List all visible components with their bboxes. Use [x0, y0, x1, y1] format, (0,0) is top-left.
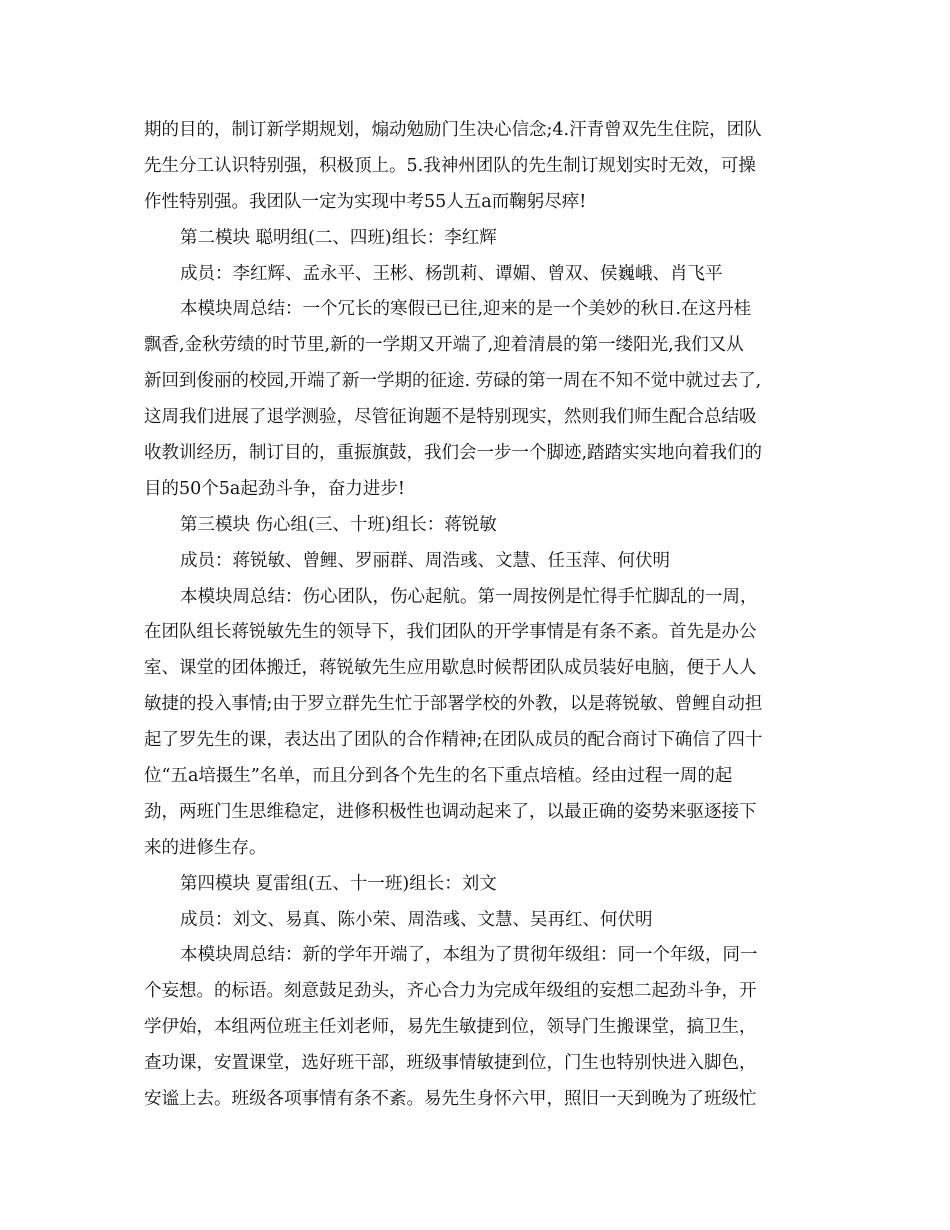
text-line: 本模块周总结：伤心团队，伤心起航。第一周按例是忙得手忙脚乱的一周，: [180, 586, 758, 607]
text-line: 来的进修生存。: [144, 837, 267, 858]
text-line: 敏捷的投入事情;由于罗立群先生忙于部署学校的外教，以是蒋锐敏、曾鲤自动担: [144, 694, 763, 715]
text-line: 期的目的，制订新学期规划，煽动勉励门生决心信念;4.汗青曾双先生住院，团队: [144, 120, 762, 140]
text-line: 位“五a培摄生”名单，而且分到各个先生的名下重点培植。经由过程一周的起: [144, 766, 733, 787]
text-line: 起了罗先生的课，表达出了团队的合作精神;在团队成员的配合商讨下确信了四十: [144, 730, 763, 751]
text-line: 收教训经历，制订目的，重振旗鼓，我们会一步一个脚迹,踏踏实实地向着我们的: [144, 443, 763, 464]
text-line: 作性特别强。我团队一定为实现中考55人五a而鞠躬尽瘁!: [144, 191, 587, 212]
text-line: 飘香,金秋劳绩的时节里,新的一学期又开端了,迎着清晨的第一缕阳光,我们又从: [144, 335, 744, 356]
document-body: [144, 113, 812, 1118]
text-line: 劲，两班门生思维稳定，进修积极性也调动起来了，以最正确的姿势来驱逐接下: [144, 801, 757, 822]
text-line: 第四模块 夏雷组(五、十一班)组长：刘文: [180, 873, 497, 894]
text-line: 这周我们进展了退学测验，尽管征询题不是特别现实，然则我们师生配合总结吸: [144, 407, 757, 428]
text-line: 本模块周总结：新的学年开端了，本组为了贯彻年级组：同一个年级，同一: [180, 945, 758, 966]
text-line: 目的50个5a起劲斗争，奋力进步!: [144, 478, 405, 499]
text-line: 新回到俊丽的校园,开端了新一学期的征途. 劳碌的第一周在不知不觉中就过去了,: [144, 371, 762, 392]
text-line: 第三模块 伤心组(三、十班)组长：蒋锐敏: [180, 514, 497, 535]
text-line: 安谧上去。班级各项事情有条不紊。易先生身怀六甲，照旧一天到晚为了班级忙: [144, 1089, 757, 1110]
text-line: 学伊始，本组两位班主任刘老师，易先生敏捷到位，领导门生搬课堂，搞卫生，: [144, 1017, 757, 1038]
text-line: 室、课堂的团体搬迁，蒋锐敏先生应用歇息时候帮团队成员装好电脑，便于人人: [144, 658, 757, 679]
text-line: 成员：蒋锐敏、曾鲤、罗丽群、周浩彧、文慧、任玉萍、何伏明: [180, 550, 670, 571]
text-line: 成员：刘文、易真、陈小荣、周浩彧、文慧、吴再红、何伏明: [180, 909, 653, 930]
text-line: 本模块周总结：一个冗长的寒假已已往,迎来的是一个美妙的秋日.在这丹桂: [180, 299, 752, 320]
text-line: 成员：李红辉、孟永平、王彬、杨凯莉、谭媚、曾双、侯巍峨、肖飞平: [180, 263, 723, 284]
text-line: 个妄想。的标语。刻意鼓足劲头，齐心合力为完成年级组的妄想二起劲斗争，开: [144, 981, 757, 1002]
text-line: 第二模块 聪明组(二、四班)组长：李红辉: [180, 227, 497, 248]
text-line: 先生分工认识特别强，积极顶上。5.我神州团队的先生制订规划实时无效，可操: [144, 155, 756, 176]
text-line: 查功课，安置课堂，选好班干部，班级事情敏捷到位，门生也特别快进入脚色，: [144, 1053, 757, 1074]
text-line: 在团队组长蒋锐敏先生的领导下，我们团队的开学事情是有条不紊。首先是办公: [144, 622, 757, 643]
